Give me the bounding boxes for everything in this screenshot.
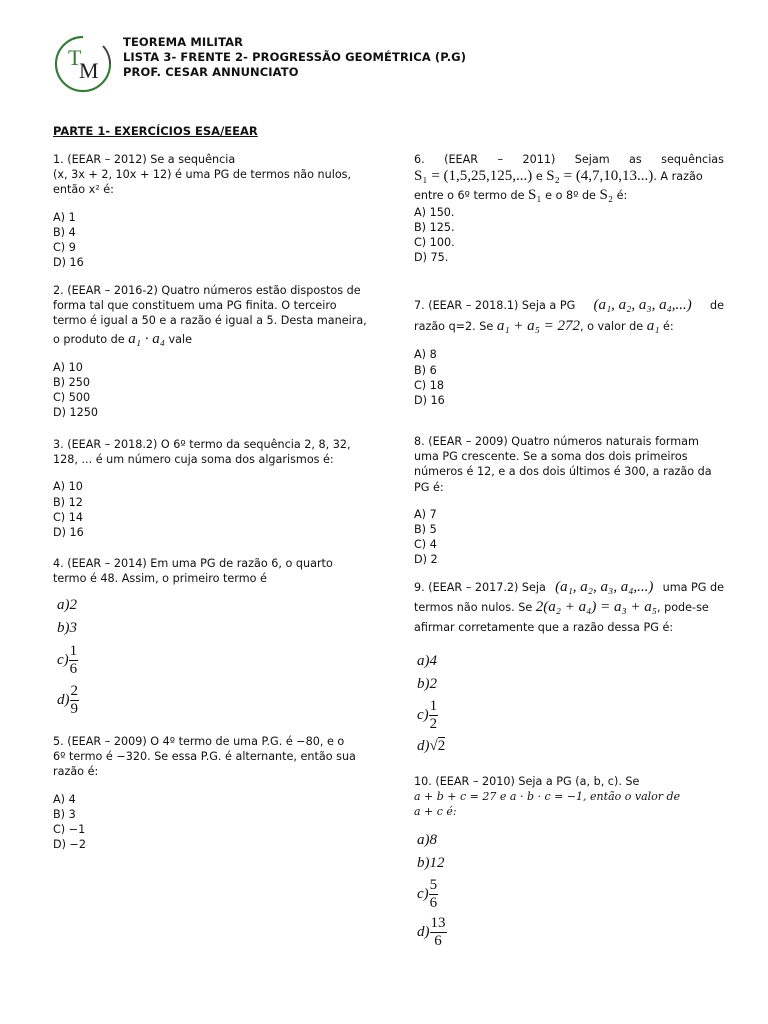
q7-line2 <box>414 319 724 334</box>
q10-option-b <box>417 855 445 872</box>
q2-line2: forma tal que constituem uma PG finita. O terceiro <box>53 299 337 313</box>
q7-line2-c: é: <box>662 320 674 334</box>
q2-line3: termo é igual a 50 e a razão é igual a 5. Desta maneira, <box>53 314 367 328</box>
q6-options <box>414 205 724 266</box>
q3-line1: 3. (EEAR – 2018.2) O 6º termo da sequência 2, 8, 32, <box>53 438 351 451</box>
q9-option-c-numerator: 1 <box>429 698 438 714</box>
q2-option-c: C) 500 <box>53 391 91 405</box>
q7-option-d: D) 16 <box>414 394 445 408</box>
q8-line4: PG é: <box>414 480 444 494</box>
q7-sequence: (a₁, a₂, a₃, a₄,...) <box>593 297 692 313</box>
q9-option-b-text: b)2 <box>417 676 437 692</box>
q10-option-c-prefix: c) <box>417 886 429 902</box>
q7-line1-a: 7. (EEAR – 2018.1) Seja a PG <box>414 299 576 312</box>
q7-a1: a₁ <box>646 318 660 335</box>
q7-condition: a₁ + a₅ = 272 <box>496 318 581 335</box>
q3-option-b: B) 12 <box>53 495 83 509</box>
q6-option-b: B) 125. <box>414 220 455 234</box>
q10-option-d-numerator: 13 <box>430 915 446 931</box>
q7-option-a: A) 8 <box>414 348 437 362</box>
question-4 <box>53 556 371 586</box>
header-org: TEOREMA MILITAR <box>123 35 244 49</box>
q7-line1-b: de <box>710 299 724 312</box>
question-6 <box>414 152 724 265</box>
q9-option-a <box>417 653 437 670</box>
q1-options <box>53 210 371 271</box>
q4-option-b-text: b)3 <box>57 620 77 636</box>
q4-option-b <box>57 620 77 637</box>
q10-option-d <box>417 915 447 950</box>
q5-options <box>53 792 371 853</box>
q9-option-d <box>417 738 445 755</box>
q1-option-a: A) 1 <box>53 210 76 224</box>
q2-line4-text-a: o produto de <box>53 332 125 346</box>
q9-line3: afirmar corretamente que a razão dessa PG é: <box>414 621 674 635</box>
q6-line3 <box>414 188 724 203</box>
q10-option-d-prefix: d) <box>417 924 430 940</box>
q2-option-b: B) 250 <box>53 376 90 390</box>
q10-option-b-text: b)12 <box>417 855 445 871</box>
question-7 <box>414 298 724 408</box>
q9-option-c-prefix: c) <box>417 707 429 723</box>
q4-line2: termo é 48. Assim, o primeiro termo é <box>53 572 267 586</box>
q10-line2: a + b + c = 27 e a · b · c = −1, então o valor de <box>414 790 681 804</box>
q10-option-c-denominator: 6 <box>429 895 438 911</box>
q4-option-c-numerator: 1 <box>69 643 78 659</box>
section-title: PARTE 1- EXERCÍCIOS ESA/EEAR <box>53 124 258 138</box>
q9-option-a-text: a)4 <box>417 653 437 669</box>
q10-line3: a + c é: <box>414 805 457 819</box>
q2-option-d: D) 1250 <box>53 406 99 420</box>
q10-line1: 10. (EEAR – 2010) Seja a PG (a, b, c). Se <box>414 775 640 788</box>
q6-line1: 6. (EEAR – 2011) Sejam as sequências <box>414 153 724 166</box>
q9-option-d-prefix: d) <box>417 738 430 754</box>
q8-option-d: D) 2 <box>414 553 438 567</box>
question-2 <box>53 283 371 421</box>
question-1 <box>53 152 371 270</box>
q4-option-c-prefix: c) <box>57 652 69 668</box>
svg-text:M: M <box>79 58 99 83</box>
q3-option-c: C) 14 <box>53 510 83 524</box>
q9-option-c-denominator: 2 <box>429 716 438 732</box>
q8-option-a: A) 7 <box>414 507 437 521</box>
q8-line2: uma PG crescente. Se a soma dos dois primeiros <box>414 450 688 464</box>
q6-option-d: D) 75. <box>414 251 449 265</box>
q9-line1-b: uma PG de <box>662 581 724 594</box>
q10-option-a-text: a)8 <box>417 832 437 848</box>
q1-option-d: D) 16 <box>53 256 84 270</box>
q1-line3: então x² é: <box>53 183 114 197</box>
q7-option-c: C) 18 <box>414 378 444 392</box>
q1-option-b: B) 4 <box>53 225 76 239</box>
q10-option-a <box>417 832 437 849</box>
q6-line3-s1: S₁ <box>528 187 542 204</box>
q9-option-b <box>417 676 437 693</box>
q3-option-a: A) 10 <box>53 480 83 494</box>
q6-sequence-s2: S₂ = (4,7,10,13...) <box>546 168 654 185</box>
q6-option-a: A) 150. <box>414 205 455 219</box>
q3-line2: 128, ... é um número cuja soma dos algarismos é: <box>53 453 334 467</box>
q1-line1: 1. (EEAR – 2012) Se a sequência <box>53 153 236 166</box>
q5-option-a: A) 4 <box>53 792 76 806</box>
q9-line1 <box>414 580 724 595</box>
q9-line2-b: , pode-se <box>657 601 709 615</box>
q9-condition: 2(a₂ + a₄) = a₃ + a₅ <box>535 599 657 616</box>
q10-option-d-denominator: 6 <box>434 933 442 949</box>
q7-option-b: B) 6 <box>414 363 437 377</box>
q8-option-b: B) 5 <box>414 523 437 537</box>
q8-options <box>414 507 724 568</box>
q7-line2-b: , o valor de <box>580 320 644 334</box>
q9-sequence: (a₁, a₂, a₃, a₄,...) <box>555 579 654 595</box>
q8-line1: 8. (EEAR – 2009) Quatro números naturais formam <box>414 435 699 448</box>
q4-line1: 4. (EEAR – 2014) Em uma PG de razão 6, o quarto <box>53 557 333 570</box>
q6-line2 <box>414 169 724 184</box>
question-5 <box>53 734 371 852</box>
q2-line4 <box>53 332 371 347</box>
q5-option-d: D) −2 <box>53 838 87 852</box>
q10-option-c <box>417 877 438 912</box>
teorema-militar-logo <box>54 35 112 93</box>
header-list-title: LISTA 3- FRENTE 2- PROGRESSÃO GEOMÉTRICA (P.G) <box>123 50 467 64</box>
q4-option-a-text: a)2 <box>57 597 77 613</box>
q5-line3: razão é: <box>53 765 99 779</box>
q4-option-d-prefix: d) <box>57 692 70 708</box>
q3-option-d: D) 16 <box>53 526 84 540</box>
q8-line3: números é 12, e a dos dois últimos é 300, a razão da <box>414 465 712 479</box>
svg-text:T: T <box>68 45 82 70</box>
q6-sequence-s1: S₁ = (1,5,25,125,...) <box>414 168 533 185</box>
q4-option-c-denominator: 6 <box>69 661 78 677</box>
q4-option-d-numerator: 2 <box>70 683 78 699</box>
q5-line2: 6º termo é −320. Se essa P.G. é alternante, então sua <box>53 750 356 764</box>
q6-line2-end: . A razão <box>653 170 703 184</box>
question-10 <box>414 774 724 820</box>
q7-options <box>414 347 724 408</box>
question-8 <box>414 434 724 568</box>
q4-option-c <box>57 643 78 678</box>
q4-option-d <box>57 683 79 718</box>
q7-line1 <box>414 298 724 313</box>
q2-option-a: A) 10 <box>53 360 83 374</box>
q9-line2-a: termos não nulos. Se <box>414 601 533 615</box>
q8-option-c: C) 4 <box>414 538 437 552</box>
q6-line3-a: entre o 6º termo de <box>414 189 525 203</box>
header-block <box>123 35 466 80</box>
q1-line2: (x, 3x + 2, 10x + 12) é uma PG de termos não nulos, <box>53 168 352 182</box>
q5-option-b: B) 3 <box>53 807 76 821</box>
q4-option-a <box>57 597 77 614</box>
q2-options <box>53 360 371 421</box>
q9-option-c <box>417 698 438 733</box>
header-professor: PROF. CESAR ANNUNCIATO <box>123 65 299 79</box>
q6-line3-c: é: <box>616 189 628 203</box>
q2-line4-text-b: vale <box>168 332 192 346</box>
q6-option-c: C) 100. <box>414 236 455 250</box>
q5-line1: 5. (EEAR – 2009) O 4º termo de uma P.G. é −80, e o <box>53 735 345 748</box>
q2-product-formula: a₁ · a₄ <box>128 330 165 347</box>
sqrt-icon: √ <box>429 738 438 754</box>
q7-line2-a: razão q=2. Se <box>414 320 494 334</box>
q1-option-c: C) 9 <box>53 241 76 255</box>
q5-option-c: C) −1 <box>53 823 86 837</box>
q6-and: e <box>532 170 547 184</box>
question-3 <box>53 437 371 540</box>
q6-line3-s2: S₂ <box>599 187 614 204</box>
q2-line1: 2. (EEAR – 2016-2) Quatro números estão dispostos de <box>53 284 361 297</box>
q9-line1-a: 9. (EEAR – 2017.2) Seja <box>414 581 546 594</box>
q3-options <box>53 479 371 540</box>
question-9 <box>414 580 724 636</box>
q4-option-d-denominator: 9 <box>70 701 78 717</box>
q6-line3-b: e o 8º de <box>545 189 596 203</box>
q9-option-d-radicand: 2 <box>437 738 446 754</box>
q10-option-c-numerator: 5 <box>429 877 438 893</box>
q9-line2 <box>414 600 724 615</box>
